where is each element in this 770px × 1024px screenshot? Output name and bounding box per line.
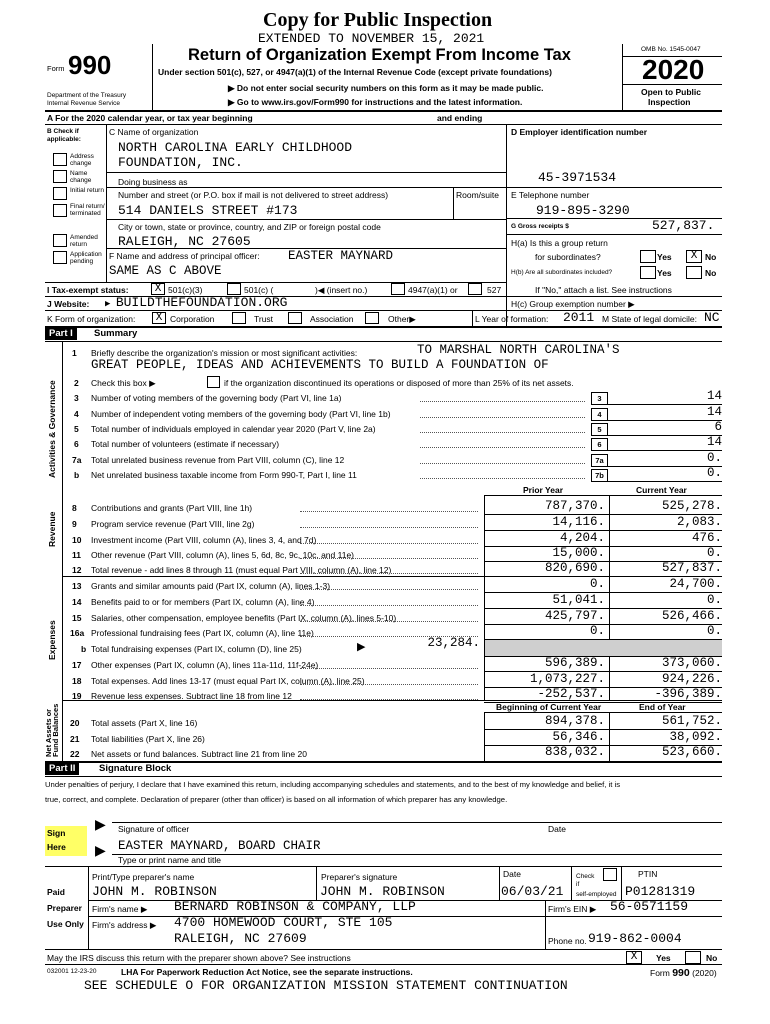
prior-year-value: 787,370. xyxy=(544,499,605,513)
fin-line-text: Contributions and grants (Part VIII, line 1h) xyxy=(91,503,253,513)
discuss-no-checkbox[interactable] xyxy=(685,951,701,964)
telephone-value: 919-895-3290 xyxy=(536,203,630,218)
if-label: if xyxy=(576,881,580,888)
m-label: M State of legal domicile: xyxy=(602,314,697,324)
fin-line-num: 16a xyxy=(70,628,85,638)
i-4947-checkbox[interactable] xyxy=(391,283,405,295)
line2-checkbox[interactable] xyxy=(207,376,220,388)
ssn-warning: ▶ Do not enter social security numbers on this form as it may be made public. xyxy=(228,83,544,93)
prep-date-label: Date xyxy=(503,869,521,879)
gov-line-value: 0. xyxy=(706,466,722,480)
k-association-checkbox[interactable] xyxy=(288,312,302,324)
gov-line-num: 3 xyxy=(74,393,79,403)
side-net-assets: Net Assets or Fund Balances xyxy=(44,703,60,757)
preparer-date: 06/03/21 xyxy=(501,884,564,899)
schedule-o-note: SEE SCHEDULE O FOR ORGANIZATION MISSION STATEMENT CONTINUATION xyxy=(84,978,568,993)
firm-ein-label: Firm's EIN ▶ xyxy=(548,904,597,914)
dba-label: Doing business as xyxy=(118,177,188,187)
ha-yes-checkbox[interactable] xyxy=(640,250,656,263)
leader-dots xyxy=(300,573,478,574)
sign-here-box xyxy=(45,826,87,856)
k-corporation-checkbox[interactable]: X xyxy=(152,312,166,324)
fin-line-num: 12 xyxy=(72,565,82,575)
gov-line-num: 5 xyxy=(74,424,79,434)
gov-line-value: 14 xyxy=(706,389,722,403)
and-ending: and ending xyxy=(437,113,483,123)
net-line-num: 22 xyxy=(70,749,80,759)
prior-year-value: 51,041. xyxy=(552,593,605,607)
gov-line-text: Number of independent voting members of the governing body (Part VI, line 1b) xyxy=(91,409,391,419)
fin-line-text: Revenue less expenses. Subtract line 18 from line 12 xyxy=(91,691,292,701)
firm-ein: 56-0571159 xyxy=(610,899,689,914)
i-4947-label: 4947(a)(1) or xyxy=(408,285,458,295)
website-value: ▶ BUILDTHEFOUNDATION.ORG xyxy=(105,295,288,310)
hb-no-checkbox[interactable] xyxy=(686,266,702,279)
fin-line-num: 19 xyxy=(72,691,82,701)
arrow-right-icon: ▶ xyxy=(140,904,148,914)
extended-notice: EXTENDED TO NOVEMBER 15, 2021 xyxy=(258,31,485,46)
prior-year-value: 0. xyxy=(589,577,605,591)
sig-date-label: Date xyxy=(548,824,566,834)
discuss-yes-checkbox[interactable]: X xyxy=(626,951,642,964)
hc-label: H(c) Group exemption number ▶ xyxy=(511,299,635,309)
gov-line-text: Total number of volunteers (estimate if necessary) xyxy=(91,439,280,449)
side-expenses: Expenses xyxy=(47,620,57,660)
current-year-header: Current Year xyxy=(636,485,687,495)
gov-line-text: Number of voting members of the governing body (Part VI, line 1a) xyxy=(91,393,342,403)
ha-no-checkbox[interactable]: X xyxy=(686,250,702,263)
current-year-value: -396,389. xyxy=(654,687,722,701)
k-other-label: Other▶ xyxy=(388,314,416,324)
current-year-value: 526,466. xyxy=(661,609,722,623)
leader-dots xyxy=(300,605,478,606)
leader-dots xyxy=(300,684,478,685)
gov-line-box: 7a xyxy=(591,454,608,467)
begin-year-value: 56,346. xyxy=(552,730,605,744)
section-rule xyxy=(62,700,722,701)
preparer-signature: JOHN M. ROBINSON xyxy=(320,884,445,899)
gov-line-value: 14 xyxy=(706,405,722,419)
current-year-value: 476. xyxy=(691,531,722,545)
here-label: Here xyxy=(47,842,66,852)
preparer-label: Preparer xyxy=(47,903,82,913)
preparer-sig-label: Preparer's signature xyxy=(321,872,398,882)
current-year-value: 525,278. xyxy=(661,499,722,513)
gov-line-text: Total number of individuals employed in calendar year 2020 (Part V, line 2a) xyxy=(91,424,376,434)
fin-line-num: 18 xyxy=(72,676,82,686)
fin-line-text: Other expenses (Part IX, column (A), lines 11a-11d, 11f-24e) xyxy=(91,660,319,670)
end-year-value: 561,752. xyxy=(661,714,722,728)
current-year-value: 0. xyxy=(706,546,722,560)
net-line-text: Total liabilities (Part X, line 26) xyxy=(91,734,205,744)
k-association-label: Association xyxy=(310,314,354,324)
checkbox-address-change[interactable] xyxy=(53,153,67,166)
arrow-right-icon: ▶ xyxy=(149,378,156,388)
i-501c-label: 501(c) ( xyxy=(244,285,274,295)
open-public-2: Inspection xyxy=(648,97,691,107)
sig-officer-label: Signature of officer xyxy=(118,824,190,834)
form-title: Return of Organization Exempt From Income Tax xyxy=(188,46,571,64)
check-label: Check xyxy=(576,873,595,880)
room-suite-label: Room/suite xyxy=(456,190,499,200)
discuss-yes-label: Yes xyxy=(656,953,671,963)
firm-address-2: RALEIGH, NC 27609 xyxy=(174,931,307,946)
perjury-line1: Under penalties of perjury, I declare that I have examined this return, including accompanying schedules and statements, and to the best of my knowledge and belief, it is xyxy=(45,780,621,789)
f-label: F Name and address of principal officer: xyxy=(109,251,260,261)
prior-year-value: 1,073,227. xyxy=(529,672,605,686)
checkbox-name-change[interactable] xyxy=(53,170,67,183)
leader-dots xyxy=(420,447,585,448)
firm-name-label: Firm's name ▶ xyxy=(92,904,148,914)
year-formation: 2011 xyxy=(563,310,595,325)
side-revenue: Revenue xyxy=(47,511,57,547)
i-501c3-checkbox[interactable]: X xyxy=(151,283,165,295)
j-label: J Website: xyxy=(47,299,90,309)
fin-line-text: Other revenue (Part VIII, column (A), lines 5, 6d, 8c, 9c, 10c, and 11e) xyxy=(91,550,354,560)
begin-year-value: 838,032. xyxy=(544,745,605,759)
footer-lha: LHA For Paperwork Reduction Act Notice, see the separate instructions. xyxy=(121,967,413,977)
check-label: Application pending xyxy=(70,251,102,265)
leader-dots xyxy=(300,589,478,590)
mission-line2: GREAT PEOPLE, IDEAS AND ACHIEVEMENTS TO BUILD A FOUNDATION OF xyxy=(91,358,549,372)
gov-line-num: 7a xyxy=(72,455,82,465)
current-year-value: 24,700. xyxy=(669,577,722,591)
form-word: Form xyxy=(47,64,65,73)
prior-year-value: 14,116. xyxy=(552,515,605,529)
gov-line-box: 5 xyxy=(591,423,608,436)
gov-line-box: 6 xyxy=(591,438,608,451)
gov-line-text: Net unrelated business taxable income from Form 990-T, Part I, line 11 xyxy=(91,470,357,480)
i-label: I Tax-exempt status: xyxy=(47,285,129,295)
c-label: C Name of organization xyxy=(109,127,199,137)
fin-line-text: Professional fundraising fees (Part IX, column (A), line 11e) xyxy=(91,628,314,638)
current-year-value: 924,226. xyxy=(661,672,722,686)
l-label: L Year of formation: xyxy=(475,314,549,324)
part1-title: Summary xyxy=(94,328,138,339)
current-year-value: 0. xyxy=(706,593,722,607)
self-employed-checkbox[interactable] xyxy=(603,868,617,881)
fin-line-num: 15 xyxy=(72,613,82,623)
org-name-line2: FOUNDATION, INC. xyxy=(118,155,243,170)
phone-label: Phone no. xyxy=(548,936,587,946)
fin-line-num: 11 xyxy=(72,550,81,560)
ptin-value: P01281319 xyxy=(625,884,696,899)
line16b-text: Total fundraising expenses (Part IX, column (D), line 25) xyxy=(91,644,302,654)
shaded-cell xyxy=(485,640,722,656)
fin-line-num: 17 xyxy=(72,660,82,670)
arrow-right-icon: ▶ xyxy=(357,641,366,653)
k-trust-label: Trust xyxy=(254,314,274,324)
preparer-name: JOHN M. ROBINSON xyxy=(92,884,217,899)
line-a: A For the 2020 calendar year, or tax year beginning xyxy=(47,113,253,123)
self-employed-label: self-employed xyxy=(576,891,617,898)
fin-line-text: Total revenue - add lines 8 through 11 (must equal Part VIII, column (A), line 12) xyxy=(91,565,392,575)
leader-dots xyxy=(420,463,585,464)
goto-instructions: ▶ Go to www.irs.gov/Form990 for instructions and the latest information. xyxy=(228,97,523,107)
gov-line-value: 6 xyxy=(714,420,722,434)
end-year-value: 38,092. xyxy=(669,730,722,744)
part1-label: Part I xyxy=(45,327,77,340)
end-year-value: 523,660. xyxy=(661,745,722,759)
part2-title: Signature Block xyxy=(99,763,172,774)
checkbox-application-pending[interactable] xyxy=(53,251,67,264)
fin-line-text: Investment income (Part VIII, column (A), lines 3, 4, and 7d) xyxy=(91,535,317,545)
gov-line-box: 4 xyxy=(591,408,608,421)
part2-label: Part II xyxy=(45,762,79,775)
prior-year-value: 820,690. xyxy=(544,561,605,575)
arrow-right-icon: ▶ xyxy=(409,314,416,324)
gov-line-num: b xyxy=(74,470,80,480)
i-501c-checkbox[interactable] xyxy=(227,283,241,295)
current-year-value: 0. xyxy=(706,624,722,638)
i-501c3-label: 501(c)(3) xyxy=(168,285,203,295)
arrow-right-icon: ▶ xyxy=(149,920,157,930)
k-other-checkbox[interactable] xyxy=(365,312,379,324)
i-527-label: 527 xyxy=(487,285,502,295)
fin-line-text: Total expenses. Add lines 13-17 (must equal Part IX, column (A), line 25) xyxy=(91,676,365,686)
hb-label: H(b) Are all subordinates included? xyxy=(511,269,613,276)
leader-dots xyxy=(420,417,585,418)
hb-yes-label: Yes xyxy=(657,268,672,278)
omb-number: OMB No. 1545-0047 xyxy=(641,46,701,53)
line-1-num: 1 xyxy=(72,348,77,358)
gov-line-text: Total unrelated business revenue from Part VIII, column (C), line 12 xyxy=(91,455,345,465)
gov-line-num: 6 xyxy=(74,439,79,449)
begin-year-value: 894,378. xyxy=(544,714,605,728)
city-label: City or town, state or province, country, and ZIP or foreign postal code xyxy=(118,222,381,232)
arrow-right-icon: ▶ xyxy=(228,83,237,93)
prior-year-value: 4,204. xyxy=(559,531,605,545)
gov-line-num: 4 xyxy=(74,409,79,419)
ha-sub: for subordinates? xyxy=(535,252,601,262)
firm-name: BERNARD ROBINSON & COMPANY, LLP xyxy=(174,899,416,914)
dept-treasury: Department of the Treasury xyxy=(47,92,127,99)
line16b-value: 23,284. xyxy=(427,636,480,650)
officer-address: SAME AS C ABOVE xyxy=(109,264,222,278)
net-line-text: Total assets (Part X, line 16) xyxy=(91,718,198,728)
gross-receipts: 527,837. xyxy=(652,218,715,233)
fin-line-num: 13 xyxy=(72,581,82,591)
prior-year-value: 15,000. xyxy=(552,546,605,560)
ptin-label: PTIN xyxy=(638,869,658,879)
d-label: D Employer identification number xyxy=(511,127,648,137)
fin-line-num: 10 xyxy=(72,535,82,545)
arrow-right-icon: ▶ xyxy=(589,904,597,914)
street-label: Number and street (or P.O. box if mail is not delivered to street address) xyxy=(118,190,389,200)
sign-arrow-icon: ▶ xyxy=(95,842,106,858)
net-line-num: 21 xyxy=(70,734,80,744)
check-label: Address change xyxy=(70,153,94,167)
officer-name-title: EASTER MAYNARD, BOARD CHAIR xyxy=(118,839,321,853)
net-line-text: Net assets or fund balances. Subtract line 21 from line 20 xyxy=(91,749,307,759)
tax-year: 2020 xyxy=(642,54,705,85)
copy-title: Copy for Public Inspection xyxy=(263,9,493,31)
fin-line-num: 8 xyxy=(72,503,77,513)
check-label: Final return/ terminated xyxy=(70,203,105,217)
footer-code: 032001 12-23-20 xyxy=(47,968,97,975)
line2-label: Check this box ▶ xyxy=(91,378,156,388)
net-header-rule xyxy=(484,712,722,713)
check-label: Initial return xyxy=(70,187,104,194)
hb-note: If "No," attach a list. See instructions xyxy=(535,285,672,295)
arrow-right-icon: ▶ xyxy=(105,299,116,309)
mission-line1: TO MARSHAL NORTH CAROLINA'S xyxy=(417,343,620,357)
gov-line-box: 7b xyxy=(591,469,608,482)
check-label: Name change xyxy=(70,170,92,184)
line1-label: Briefly describe the organization's mission or most significant activities: xyxy=(91,348,358,358)
leader-dots xyxy=(300,543,478,544)
footer-form: Form 990 (2020) xyxy=(650,967,717,979)
dept-irs: Internal Revenue Service xyxy=(47,100,120,107)
firm-phone: 919-862-0004 xyxy=(588,931,682,946)
sign-arrow-icon: ▶ xyxy=(95,816,106,832)
perjury-line2: true, correct, and complete. Declaration of preparer (other than officer) is based on all information of which preparer has any knowledge. xyxy=(45,795,508,804)
checkbox-initial-return[interactable] xyxy=(53,187,67,200)
fin-line-num: b xyxy=(81,644,87,654)
net-line-num: 20 xyxy=(70,718,80,728)
checkbox-final-return[interactable] xyxy=(53,204,67,217)
fin-line-text: Salaries, other compensation, employee benefits (Part IX, column (A), lines 5-10) xyxy=(91,613,397,623)
gov-line-box: 3 xyxy=(591,392,608,405)
leader-dots xyxy=(300,699,478,700)
e-label: E Telephone number xyxy=(511,190,590,200)
side-governance: Activities & Governance xyxy=(47,380,57,478)
current-year-value: 373,060. xyxy=(661,656,722,670)
form-subtitle: Under section 501(c), 527, or 4947(a)(1) of the Internal Revenue Code (except private foundations) xyxy=(158,67,552,77)
leader-dots xyxy=(300,527,478,528)
gov-line-value: 14 xyxy=(706,435,722,449)
arrow-right-icon: ▶ xyxy=(228,97,237,107)
checkbox-amended-return[interactable] xyxy=(53,234,67,247)
b-label: B Check if applicable: xyxy=(47,128,81,143)
prior-year-value: 596,389. xyxy=(544,656,605,670)
fin-line-num: 9 xyxy=(72,519,77,529)
prior-year-value: 0. xyxy=(589,624,605,638)
city-state-zip: RALEIGH, NC 27605 xyxy=(118,234,251,249)
ein-value: 45-3971534 xyxy=(538,170,617,185)
gov-line-value: 0. xyxy=(706,451,722,465)
principal-officer: EASTER MAYNARD xyxy=(288,249,394,263)
current-year-value: 527,837. xyxy=(661,561,722,575)
open-public-1: Open to Public xyxy=(641,87,701,97)
ha-yes-label: Yes xyxy=(657,252,672,262)
prior-year-value: 425,797. xyxy=(544,609,605,623)
use-only-label: Use Only xyxy=(47,919,84,929)
hb-yes-checkbox[interactable] xyxy=(640,266,656,279)
discuss-question: May the IRS discuss this return with the preparer shown above? See instructions xyxy=(47,953,351,963)
preparer-name-label: Print/Type preparer's name xyxy=(92,872,195,882)
firm-address-1: 4700 HOMEWOOD COURT, STE 105 xyxy=(174,915,393,930)
type-name-label: Type or print name and title xyxy=(118,855,222,865)
begin-year-header: Beginning of Current Year xyxy=(496,702,602,712)
current-year-value: 2,083. xyxy=(676,515,722,529)
leader-dots xyxy=(300,668,478,669)
paid-label: Paid xyxy=(47,887,65,897)
fin-line-text: Grants and similar amounts paid (Part IX, column (A), lines 1-3) xyxy=(91,581,331,591)
street-address: 514 DANIELS STREET #173 xyxy=(118,203,298,218)
line2-desc: if the organization discontinued its operations or disposed of more than 25% of its net assets. xyxy=(224,378,574,388)
org-name-line1: NORTH CAROLINA EARLY CHILDHOOD xyxy=(118,140,353,155)
end-year-header: End of Year xyxy=(639,702,686,712)
fin-line-text: Program service revenue (Part VIII, line 2g) xyxy=(91,519,255,529)
firm-address-label: Firm's address ▶ xyxy=(92,920,157,930)
leader-dots xyxy=(420,432,585,433)
leader-dots xyxy=(420,478,585,479)
form-number: 990 xyxy=(68,50,112,80)
leader-dots xyxy=(300,511,478,512)
ha-label: H(a) Is this a group return xyxy=(511,238,608,248)
discuss-no-label: No xyxy=(706,953,718,963)
hb-no-label: No xyxy=(705,268,717,278)
state-domicile: NC xyxy=(704,310,720,325)
ha-no-label: No xyxy=(705,252,717,262)
line-2-num: 2 xyxy=(74,378,79,388)
fin-line-text: Benefits paid to or for members (Part IX, column (A), line 4) xyxy=(91,597,315,607)
i-527-checkbox[interactable] xyxy=(468,283,482,295)
leader-dots xyxy=(300,621,478,622)
check-label: Amended return xyxy=(70,234,98,248)
k-corporation-label: Corporation xyxy=(170,314,215,324)
prior-year-value: -252,537. xyxy=(537,687,605,701)
g-label: G Gross receipts $ xyxy=(511,223,569,230)
k-trust-checkbox[interactable] xyxy=(232,312,246,324)
k-label: K Form of organization: xyxy=(47,314,136,324)
leader-dots xyxy=(420,401,585,402)
gov-line-rule xyxy=(606,481,722,482)
arrow-right-icon: ▶ xyxy=(628,299,635,309)
i-insert-label: )◀ (insert no.) xyxy=(315,285,368,295)
prior-year-header: Prior Year xyxy=(523,485,564,495)
leader-dots xyxy=(300,558,478,559)
sign-label: Sign xyxy=(47,828,66,838)
fin-line-num: 14 xyxy=(72,597,82,607)
leader-dots xyxy=(300,636,478,637)
